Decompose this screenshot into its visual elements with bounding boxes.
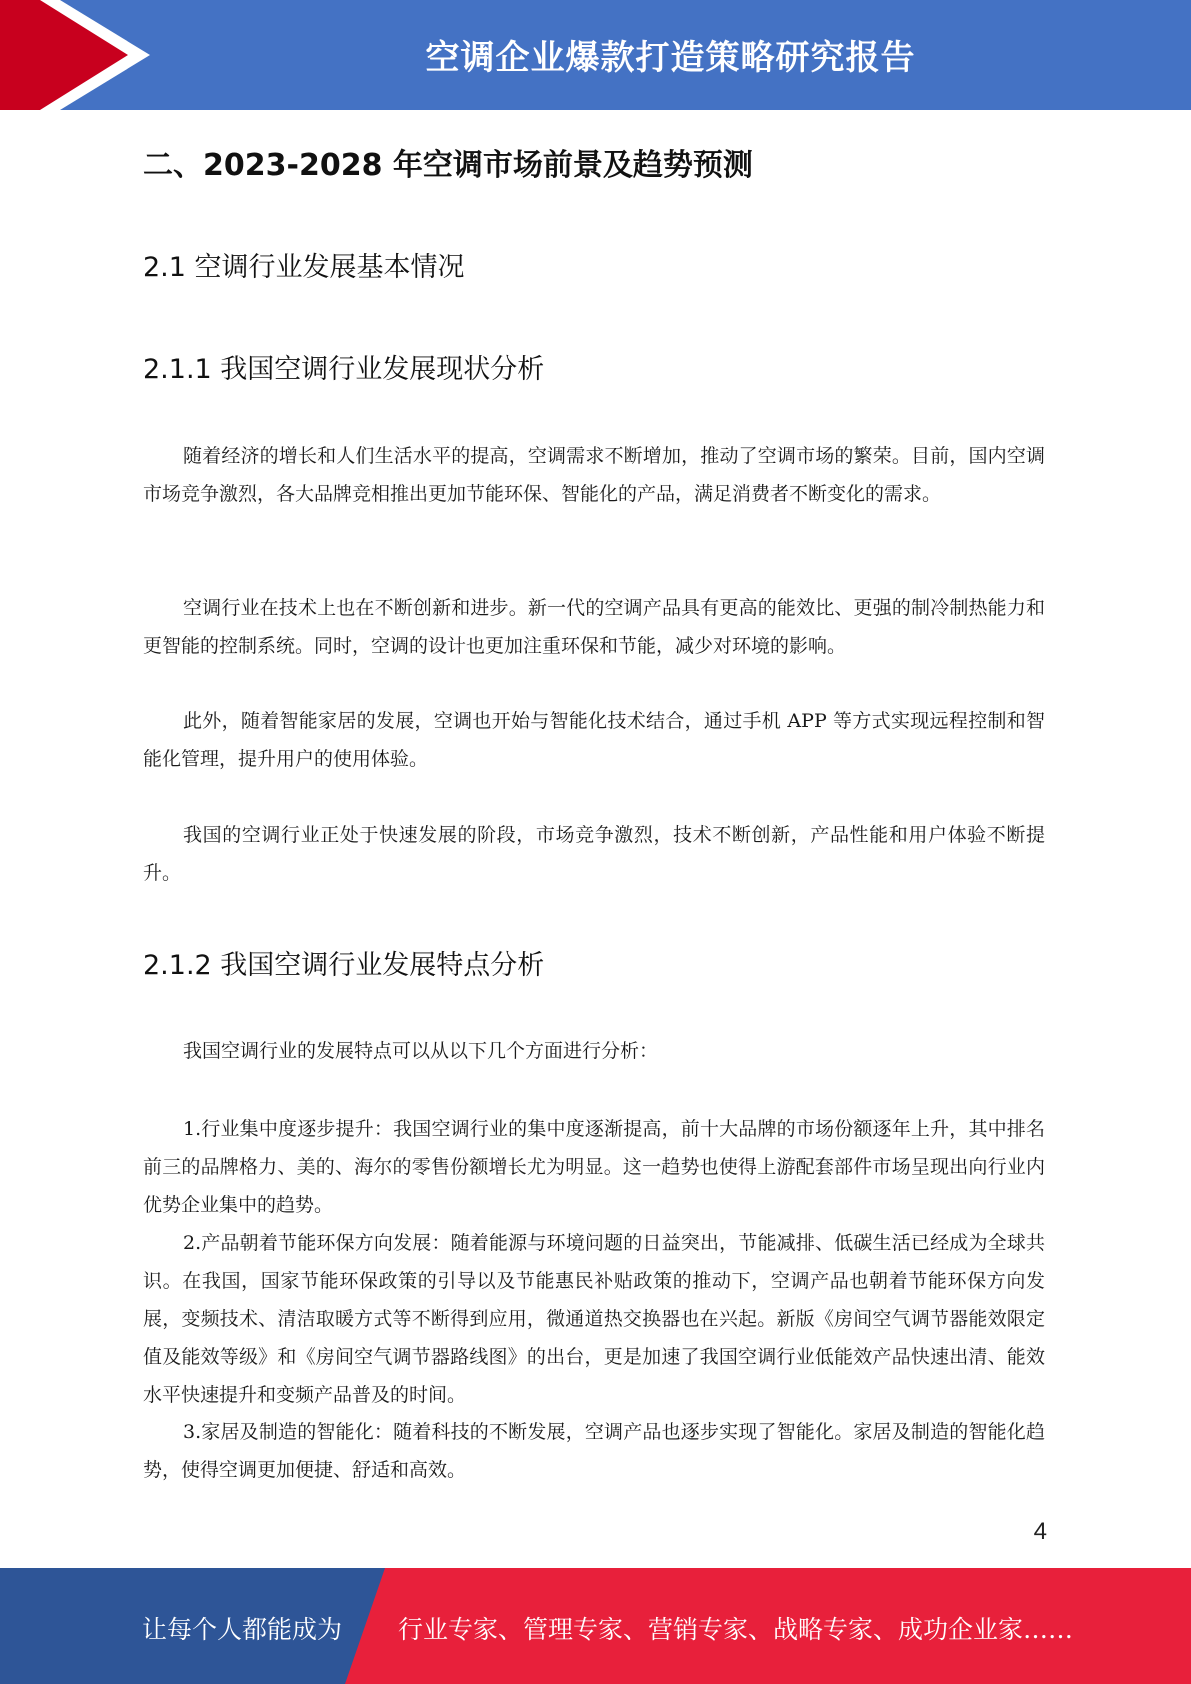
section-heading-2-1-1: 2.1.1 我国空调行业发展现状分析 <box>143 354 545 385</box>
section-heading-2-1-2: 2.1.2 我国空调行业发展特点分析 <box>143 950 545 981</box>
report-title: 空调企业爆款打造策略研究报告 <box>425 38 916 78</box>
paragraph: 随着经济的增长和人们生活水平的提高，空调需求不断增加，推动了空调市场的繁荣。目前，国内空调市场竞争激烈，各大品牌竞相推出更加节能环保、智能化的产品，满足消费者不断变化的需求。 <box>143 445 1045 505</box>
list-item: 1.行业集中度逐步提升：我国空调行业的集中度逐渐提高，前十大品牌的市场份额逐年上升，其中排名前三的品牌格力、美的、海尔的零售份额增长尤为明显。这一趋势也使得上游配套部件市场呈现出向行业内优势企业集中的趋势。 <box>143 1118 1045 1216</box>
header-chevron-icon <box>0 0 160 110</box>
paragraph: 空调行业在技术上也在不断创新和进步。新一代的空调产品具有更高的能效比、更强的制冷制热能力和更智能的控制系统。同时，空调的设计也更加注重环保和节能，减少对环境的影响。 <box>143 597 1045 657</box>
list-item: 3.家居及制造的智能化：随着科技的不断发展，空调产品也逐步实现了智能化。家居及制造的智能化趋势，使得空调更加便捷、舒适和高效。 <box>143 1421 1045 1481</box>
list-item: 2.产品朝着节能环保方向发展：随着能源与环境问题的日益突出，节能减排、低碳生活已经成为全球共识。在我国，国家节能环保政策的引导以及节能惠民补贴政策的推动下，空调产品也朝着节能环保方向发展，变频技术、清洁取暖方式等不断得到应用，微通道热交换器也在兴起。新版《房间空气调节器能效限定值及能效等级》和《房间空气调节器路线图》的出台，更是加速了我国空调行业低能效产品快速出清、能效水平快速提升和变频产品普及的时间。 <box>143 1232 1045 1406</box>
footer-band <box>0 1568 1191 1684</box>
paragraph: 我国空调行业的发展特点可以从以下几个方面进行分析： <box>183 1040 659 1062</box>
paragraph: 此外，随着智能家居的发展，空调也开始与智能化技术结合，通过手机 APP 等方式实现远程控制和智能化管理，提升用户的使用体验。 <box>143 710 1045 770</box>
section-heading-2-1: 2.1 空调行业发展基本情况 <box>143 252 465 283</box>
chapter-title: 二、2023-2028 年空调市场前景及趋势预测 <box>143 148 753 183</box>
footer-slogan-left: 让每个人都能成为 <box>142 1615 343 1644</box>
page-number: 4 <box>1033 1518 1047 1545</box>
footer-slogan-right: 行业专家、管理专家、营销专家、战略专家、成功企业家…… <box>398 1615 1074 1644</box>
paragraph: 我国的空调行业正处于快速发展的阶段，市场竞争激烈，技术不断创新，产品性能和用户体验不断提升。 <box>143 824 1045 884</box>
header-band <box>0 0 1191 110</box>
